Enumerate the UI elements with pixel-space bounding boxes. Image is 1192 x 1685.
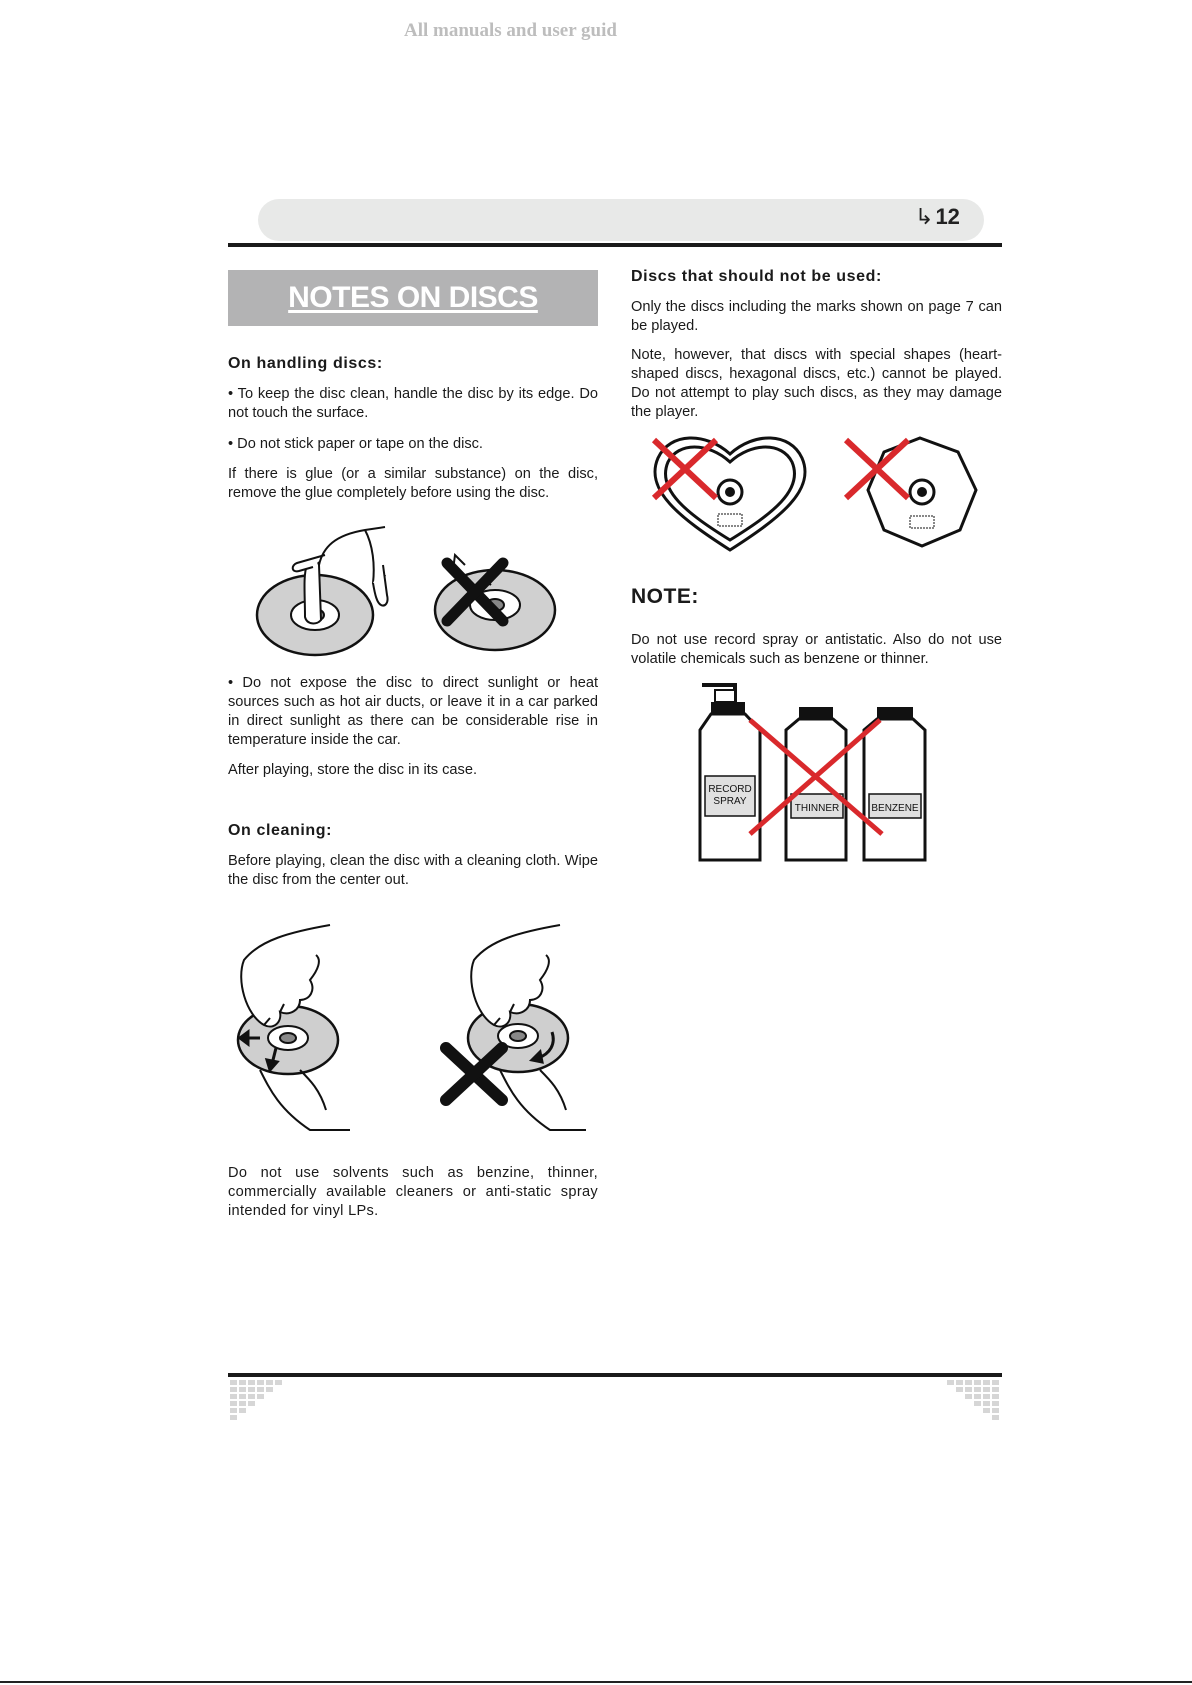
cleaning-heading: On cleaning: [228,822,333,839]
discs-paragraph-1: Only the discs including the marks shown on page 7 can be played. [631,299,1002,334]
arrow-icon: ↳ [915,204,934,229]
page-number-text: 12 [935,204,960,229]
discs-paragraph-2: Note, however, that discs with special shapes (heart-shaped discs, hexagonal discs, etc.) cannot be played. Do not attempt to play such discs, as they may damage the player. [631,347,1002,420]
cleaning-illustration [230,920,600,1135]
note-heading: NOTE: [631,585,699,608]
store-paragraph: After playing, store the disc in its case. [228,762,478,778]
page-title-box [228,270,598,326]
footer-dots-right [947,1380,1007,1430]
handling-illustration [255,525,575,660]
discs-not-used-heading: Discs that should not be used: [631,268,882,285]
note-paragraph: Do not use record spray or antistatic. Also do not use volatile chemicals such as benzene or thinner. [631,632,1002,667]
heart-disc-icon [655,438,805,550]
handling-paragraph-2: • Do not stick paper or tape on the disc. [228,436,483,452]
header-bar [258,199,984,241]
bottom-rule [228,1373,1002,1377]
footer-dots-left [230,1380,290,1430]
page-number [915,204,960,230]
page-bottom-line [0,1681,1192,1683]
cleaning-paragraph: Before playing, clean the disc with a cleaning cloth. Wipe the disc from the center out. [228,853,598,888]
sunlight-paragraph: • Do not expose the disc to direct sunlight or heat sources such as hot air ducts, or leave it in a car parked in direct sunlight as there can be considerable rise in temperature inside the car. [228,675,598,748]
bottle-icon [864,707,925,860]
top-rule [228,243,1002,247]
handling-paragraph-3: If there is glue (or a similar substance) on the disc, remove the glue completely before using the disc. [228,466,598,501]
handling-heading: On handling discs: [228,355,383,372]
bottles-illustration [700,682,930,867]
spray-label: SPRAY [713,796,747,807]
bottle-icon [786,707,846,860]
watermark: All manuals and user guid [404,20,617,41]
octagon-disc-icon [868,438,976,546]
handling-paragraph-1: • To keep the disc clean, handle the disc by its edge. Do not touch the surface. [228,386,598,421]
page-title: NOTES ON DISCS [288,281,538,314]
solvents-paragraph: Do not use solvents such as benzine, thinner, commercially available cleaners or anti-static spray intended for vinyl LPs. [228,1165,598,1219]
record-label: RECORD [708,784,752,795]
special-shape-discs [640,430,990,555]
benzene-label: BENZENE [871,803,919,814]
thinner-label: THINNER [794,803,840,814]
